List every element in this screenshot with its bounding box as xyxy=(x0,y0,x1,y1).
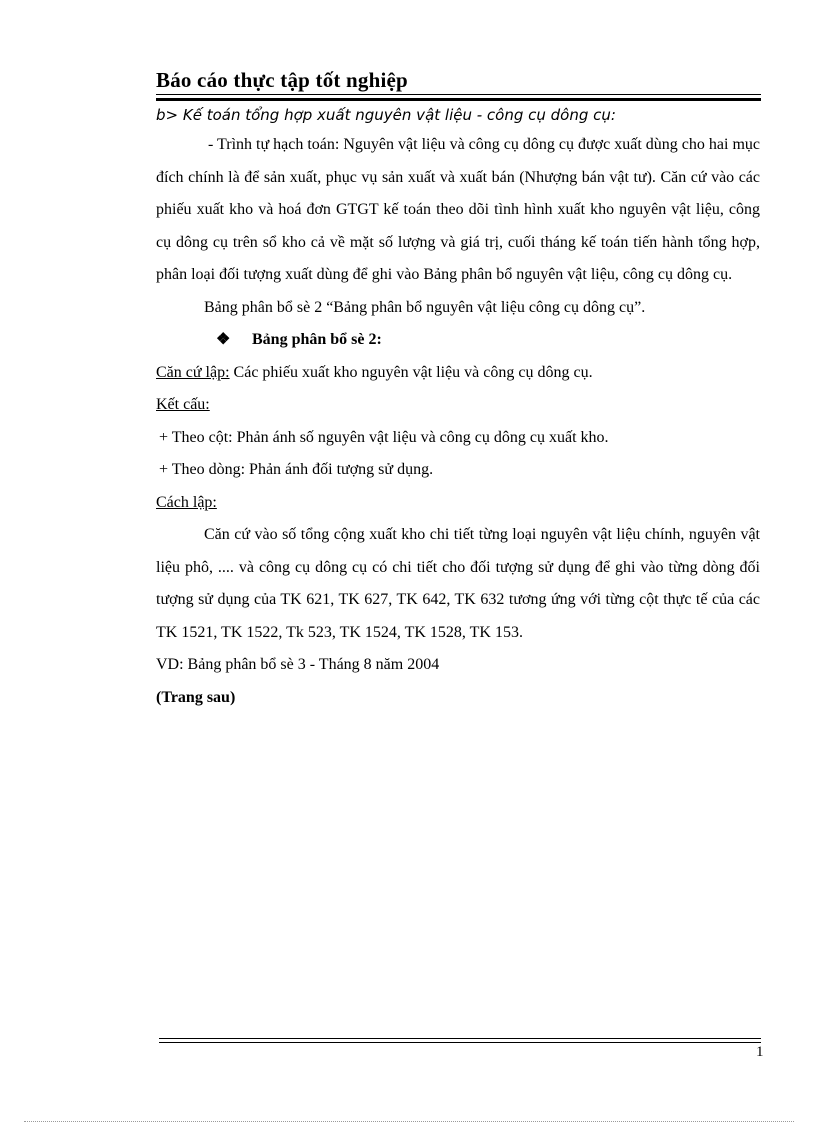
basis-text: Các phiếu xuất kho nguyên vật liệu và công cụ dông cụ. xyxy=(229,363,593,381)
page-edge-line xyxy=(24,1121,794,1122)
page-header-title: Báo cáo thực tập tốt nghiệp xyxy=(156,68,408,92)
structure-column-line: + Theo cột: Phản ánh số nguyên vật liệu và công cụ dông cụ xuất kho. xyxy=(159,428,609,446)
document-body xyxy=(156,101,760,714)
footer-rule-top xyxy=(159,1038,761,1039)
basis-line xyxy=(156,357,760,390)
structure-label-line xyxy=(156,389,760,422)
paragraph-allocation-ref: Bảng phân bổ sè 2 “Bảng phân bổ nguyên vật liệu công cụ dông cụ”. xyxy=(204,298,646,316)
section-subtitle: b> Kế toán tổng hợp xuất nguyên vật liệu - công cụ dông cụ: xyxy=(156,106,616,124)
allocation-heading-text: Bảng phân bổ sè 2: xyxy=(252,331,382,348)
paragraph-procedure: - Trình tự hạch toán: Nguyên vật liệu và công cụ dông cụ được xuất dùng cho hai mục đích chính là để sản xuất, phục vụ sản xuất và xuất bán (Nhượng bán vật tư). Căn cứ vào các phiếu xuất kho và hoá đơn GTGT kế toán theo dõi tình hình xuất kho nguyên vật liệu, công cụ dông cụ trên sổ kho cả về mặt số lượng và giá trị, cuối tháng kế toán tiến hành tổng hợp, phân loại đối tượng xuất dùng để ghi vào Bảng phân bổ nguyên vật liệu, công cụ dông cụ. xyxy=(156,136,760,283)
structure-row-line: + Theo dòng: Phản ánh đối tượng sử dụng. xyxy=(159,461,434,478)
method-label: Cách lập: xyxy=(156,493,217,511)
header-rule-thin xyxy=(156,94,761,95)
example-line: VD: Bảng phân bổ sè 3 - Tháng 8 năm 2004 xyxy=(156,656,440,673)
allocation-heading xyxy=(156,324,760,357)
method-paragraph: Căn cứ vào số tổng cộng xuất kho chi tiết từng loại nguyên vật liệu chính, nguyên vật liệu phô, .... và công cụ dông cụ có chi tiết cho đối tượng sử dụng để ghi vào từng dòng đối tượng sử dụng của TK 621, TK 627, TK 642, TK 632 tương ứng với từng cột thực tế của các TK 1521, TK 1522, Tk 523, TK 1524, TK 1528, TK 153. xyxy=(156,526,760,641)
structure-label: Kết cấu: xyxy=(156,396,210,413)
page-number: 1 xyxy=(756,1044,764,1060)
next-page-note: (Trang sau) xyxy=(156,688,236,706)
footer-rule-bottom xyxy=(159,1042,761,1043)
basis-label: Căn cứ lập: xyxy=(156,363,230,381)
diamond-bullet-icon: ❖ xyxy=(216,331,231,348)
method-label-line xyxy=(156,487,760,520)
